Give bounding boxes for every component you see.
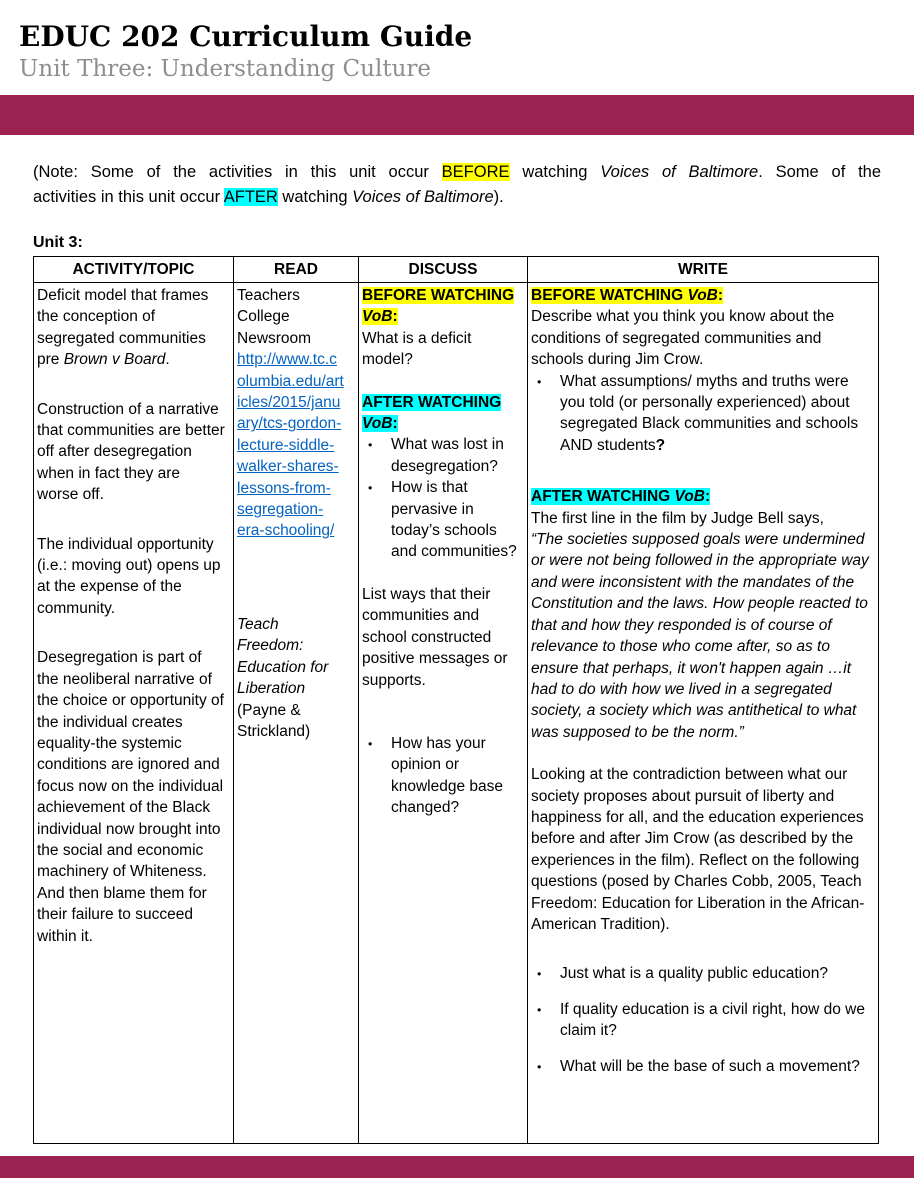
read-book [237, 614, 344, 742]
label-text: : [392, 308, 398, 326]
write-bullet [531, 371, 876, 457]
book-authors: (Payne & Strickland) [237, 701, 311, 740]
note-text: . Some of the [758, 163, 882, 181]
label-text: : [704, 488, 711, 506]
note-line-1 [33, 160, 881, 185]
table-header-row [34, 257, 879, 283]
page-subtitle: Unit Three: Understanding Culture [19, 56, 431, 82]
label-text: : [392, 415, 398, 433]
spacer [362, 563, 525, 584]
spacer [531, 743, 876, 764]
vob-abbr: VoB [687, 287, 718, 304]
discuss-after-heading [362, 392, 525, 435]
note-paragraph [33, 160, 881, 210]
table-body-row [34, 283, 879, 1144]
case-name: Brown v Board [63, 351, 166, 369]
read-cell [234, 283, 359, 1144]
before-watching-label [362, 287, 514, 325]
activity-paragraph: The individual opportunity (i.e.: moving out) opens up at the expense of the community. [37, 535, 221, 617]
note-text: (Note: Some of the activities in this unit occur [33, 163, 442, 181]
discuss-paragraph: List ways that their communities and school constructed positive messages or supports. [362, 585, 508, 689]
discuss-bullet: • What was lost in desegregation? [362, 434, 525, 477]
activity-text: Deficit model that frames the conception of segregated communities pre [37, 287, 209, 369]
before-highlight: BEFORE [441, 163, 510, 181]
discuss-bullet: • How is that pervasive in today’s schools and communities? [362, 477, 525, 563]
read-link-paragraph [237, 349, 344, 542]
write-bullet: • What will be the base of such a movement? [531, 1056, 876, 1077]
column-header-discuss: DISCUSS [359, 257, 528, 283]
activity-paragraph: Construction of a narrative that communities are better off after desegregation when in fact they are worse off. [37, 400, 225, 504]
discuss-before-heading [362, 285, 525, 328]
label-text: BEFORE WATCHING [531, 287, 688, 304]
write-paragraph: The first line in the film by Judge Bell says, [531, 509, 824, 527]
vob-abbr: VoB [362, 415, 393, 433]
activity-cell [34, 283, 234, 1144]
write-paragraph: Looking at the contradiction between what our society proposes about pursuit of liberty and happiness for all, and the education experiences before and after Jim Crow (as described by the experiences in the film). Reflect on the following questions (posed by Charles Cobb, 2005, Teach Freedom: Education for Liberation in the African-American Tradition). [531, 766, 865, 933]
activity-text: . [165, 351, 170, 369]
write-bullet: • If quality education is a civil right, how do we claim it? [531, 999, 876, 1042]
note-text: activities in this unit occur [33, 188, 224, 206]
read-source: Teachers College Newsroom [237, 287, 312, 347]
activity-paragraph: Desegregation is part of the neoliberal narrative of the choice or opportunity of the individual creates equality-the systemic conditions are ignored and focus now on the individual achievement of the Black individual now brought into the social and economic machinery of Whiteness. And then blame them for their failure to succeed within it. [37, 649, 224, 945]
column-header-activity: ACTIVITY/TOPIC [34, 257, 234, 283]
note-text: ). [493, 188, 504, 206]
header-band [0, 95, 914, 135]
book-title: Teach Freedom: Education for Liberation [237, 615, 329, 698]
discuss-question: What is a deficit model? [362, 329, 472, 369]
discuss-bullet: • How has your opinion or knowledge base changed? [362, 733, 525, 819]
spacer [237, 542, 344, 614]
note-line-2 [33, 185, 881, 210]
write-before-heading [531, 285, 876, 306]
column-header-read: READ [234, 257, 359, 283]
label-text: AFTER WATCHING [362, 393, 502, 411]
film-title: Voices of Baltimore [352, 188, 494, 206]
unit-label: Unit 3: [33, 234, 83, 251]
label-text: : [717, 287, 724, 304]
column-header-write: WRITE [528, 257, 879, 283]
spacer [531, 456, 876, 486]
after-watching-label [362, 394, 501, 432]
footer-band [0, 1156, 914, 1178]
discuss-cell [359, 283, 528, 1144]
bold-question-mark: ? [655, 436, 666, 454]
after-highlight: AFTER [223, 188, 278, 206]
article-link[interactable]: http://www.tc.columbia.edu/articles/2015/january/tcs-gordon-lecture-siddle-walker-shares-lessons-from-segregation-era-schooling/ [237, 351, 344, 540]
film-quote: “The societies supposed goals were undermined or were not being followed in the appropriate way and were inconsistent with the mandates of the Constitution and the laws. How people reacted to that and how they responded is of course of relevance to those who come after, so as to ensure that perhaps, it won't happen again …it had to do with how we lived in a segregated society, a society which was antithetical to what was supposed to be the norm.” [531, 531, 869, 741]
before-watching-label [531, 287, 723, 304]
activity-paragraph [37, 285, 225, 371]
label-text: BEFORE WATCHING [362, 287, 515, 304]
curriculum-table [33, 256, 879, 1144]
film-title: Voices of Baltimore [600, 163, 759, 181]
label-text: AFTER WATCHING [531, 488, 675, 506]
spacer [362, 691, 525, 733]
spacer [362, 371, 525, 392]
note-text: watching [277, 188, 353, 206]
page-title: EDUC 202 Curriculum Guide [19, 20, 473, 53]
write-after-heading [531, 486, 876, 507]
write-cell [528, 283, 879, 1144]
note-text: watching [509, 163, 601, 181]
write-bullet: • Just what is a quality public education? [531, 963, 876, 984]
bullet-text: What assumptions/ myths and truths were you told (or personally experienced) about segregated Black communities and schools AND students [560, 372, 859, 454]
spacer [531, 935, 876, 949]
after-watching-label [531, 488, 710, 505]
write-paragraph: Describe what you think you know about the conditions of segregated communities and schools during Jim Crow. [531, 308, 835, 369]
vob-abbr: VoB [362, 308, 393, 326]
vob-abbr: VoB [674, 488, 705, 506]
